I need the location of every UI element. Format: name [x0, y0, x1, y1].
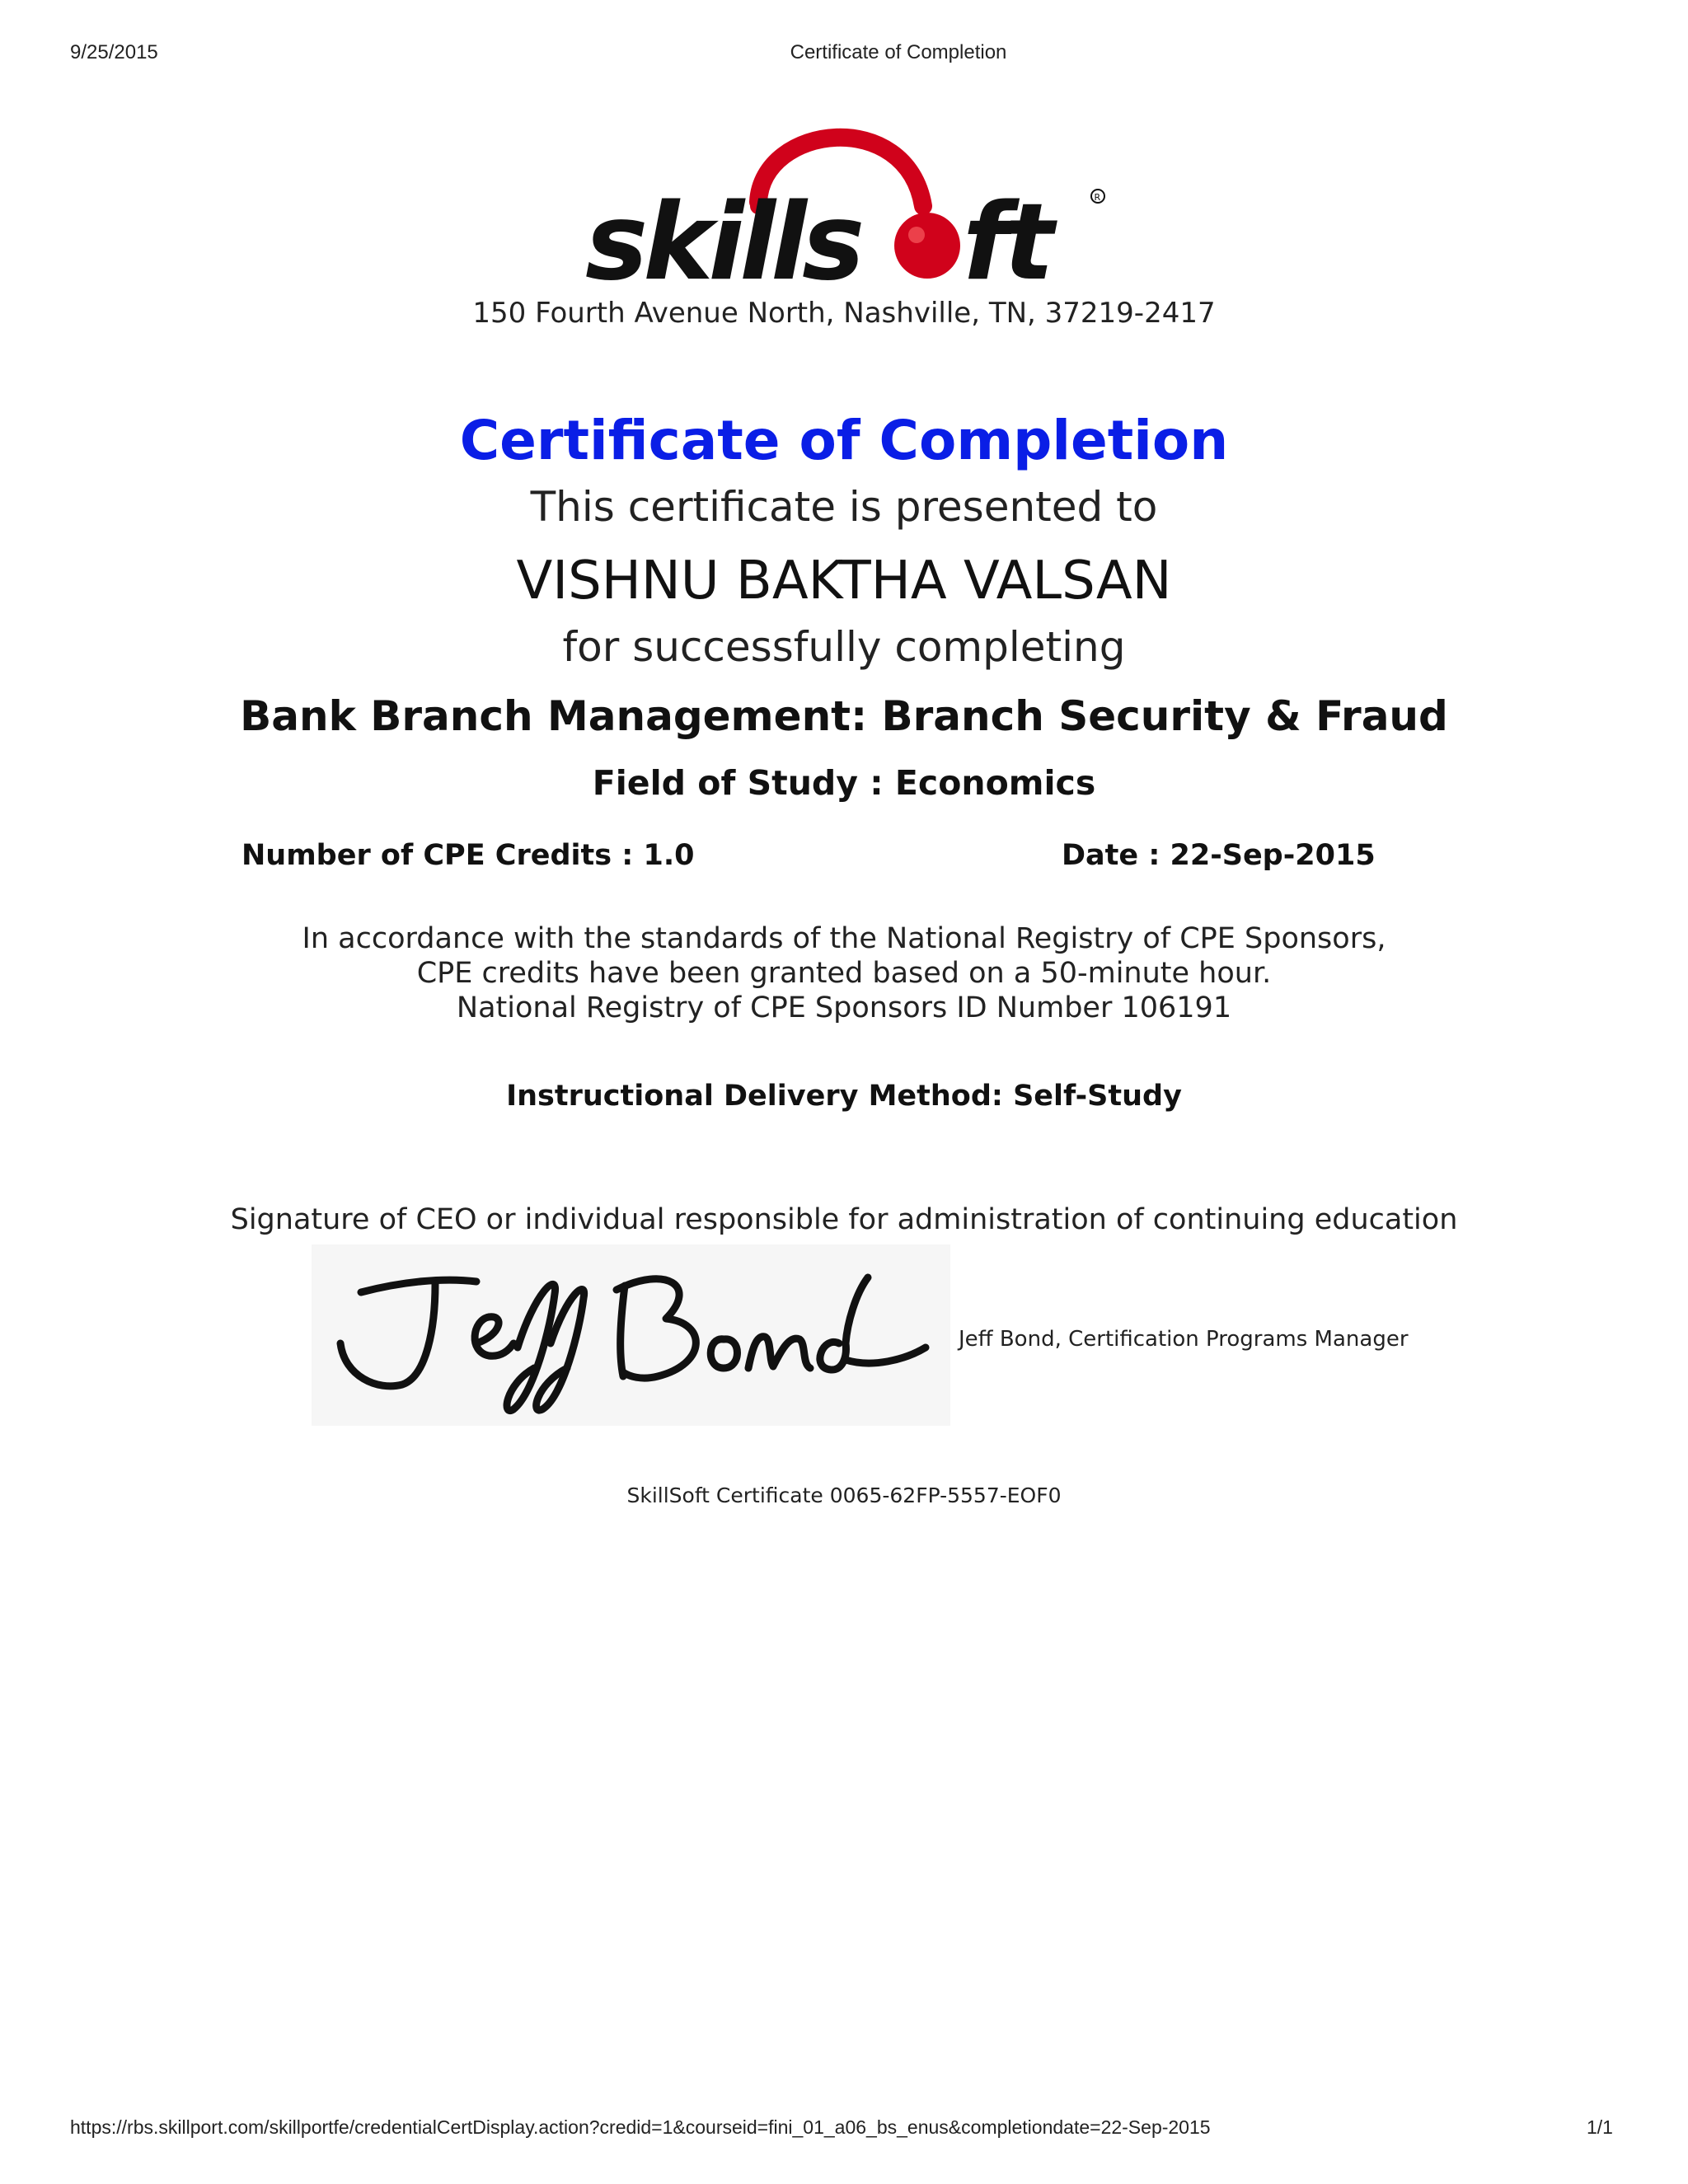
cpe-credits: Number of CPE Credits : 1.0 — [241, 839, 695, 872]
delivery-method: Instructional Delivery Method: Self-Study — [506, 1080, 1182, 1113]
signature-caption: Signature of CEO or individual responsible for administration of continuing education — [230, 1203, 1458, 1236]
standards-line: In accordance with the standards of the National Registry of CPE Sponsors, — [302, 922, 1386, 955]
print-url: https://rbs.skillport.com/skillportfe/credentialCertDisplay.action?credid=1&courseid=fini_01_a06_bs_enus&completiondate=22-Sep-2015 — [70, 2116, 1211, 2138]
print-title: Certificate of Completion — [790, 41, 1007, 63]
field-of-study: Field of Study : Economics — [592, 763, 1096, 803]
completion-date: Date : 22-Sep-2015 — [1062, 839, 1376, 872]
course-title: Bank Branch Management: Branch Security & Fraud — [240, 692, 1448, 740]
svg-text:ft: ft — [963, 181, 1049, 297]
skillsoft-logo — [577, 115, 1113, 297]
print-date: 9/25/2015 — [70, 41, 158, 63]
signature-image — [312, 1244, 950, 1426]
standards-statement — [0, 921, 1688, 1025]
presented-to-text: This certificate is presented to — [530, 483, 1158, 531]
certificate-title: Certificate of Completion — [459, 409, 1229, 472]
completing-text: for successfully completing — [562, 623, 1126, 671]
signer-name: Jeff Bond, Certification Programs Manager — [959, 1327, 1409, 1352]
standards-line: National Registry of CPE Sponsors ID Number 106191 — [456, 991, 1232, 1024]
svg-text:R: R — [1094, 192, 1101, 203]
svg-text:skills: skills — [585, 181, 860, 297]
company-address: 150 Fourth Avenue North, Nashville, TN, 37219-2417 — [472, 297, 1216, 330]
certificate-id: SkillSoft Certificate 0065-62FP-5557-EOF0 — [626, 1483, 1062, 1507]
recipient-name: VISHNU BAKTHA VALSAN — [516, 551, 1172, 612]
standards-line: CPE credits have been granted based on a 50-minute hour. — [416, 957, 1272, 990]
page-number: 1/1 — [1587, 2116, 1613, 2138]
